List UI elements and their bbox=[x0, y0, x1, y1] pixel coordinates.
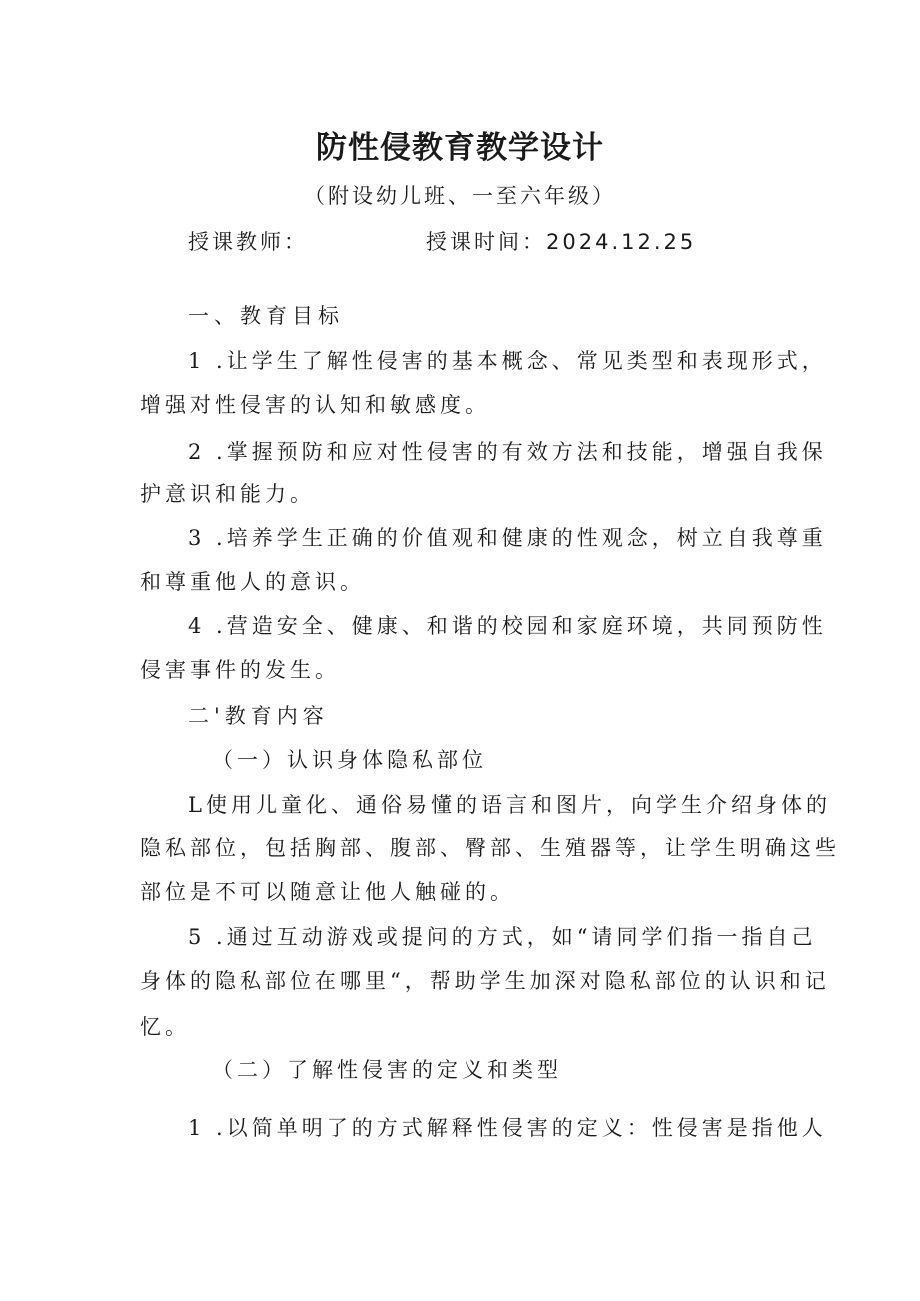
sub2-item-1-line-1: 1 .以简单明了的方式解释性侵害的定义：性侵害是指他人 bbox=[188, 1116, 827, 1140]
goal-1-line-2: 增强对性侵害的认知和敏感度。 bbox=[140, 393, 490, 417]
sub1-item-1-line-2: 隐私部位，包括胸部、腹部、臀部、生殖器等，让学生明确这些 bbox=[140, 836, 840, 860]
content-heading: 二'教育内容 bbox=[188, 704, 329, 728]
goal-1-line-1: 1 .让学生了解性侵害的基本概念、常见类型和表现形式， bbox=[188, 349, 827, 373]
sub1-item-1-line-1: L使用儿童化、通俗易懂的语言和图片，向学生介绍身体的 bbox=[188, 793, 831, 817]
sub1-item-2-line-3: 忆。 bbox=[140, 1015, 190, 1039]
sub1-item-2-line-2: 身体的隐私部位在哪里“，帮助学生加深对隐私部位的认识和记 bbox=[140, 969, 830, 993]
document-title: 防性侵教育教学设计 bbox=[316, 130, 604, 166]
sub1-item-1-line-3: 部位是不可以随意让他人触碰的。 bbox=[140, 880, 515, 904]
goal-4-line-1: 4 .营造安全、健康、和谐的校园和家庭环境，共同预防性 bbox=[188, 614, 827, 638]
teacher-info-line bbox=[188, 226, 697, 256]
goal-2-line-1: 2 .掌握预防和应对性侵害的有效方法和技能，增强自我保 bbox=[188, 440, 827, 464]
goal-3-line-2: 和尊重他人的意识。 bbox=[140, 570, 365, 594]
subsection-1-heading: （一）认识身体隐私部位 bbox=[212, 748, 487, 772]
teacher-label: 授课教师： bbox=[188, 230, 308, 254]
goal-3-line-1: 3 .培养学生正确的价值观和健康的性观念，树立自我尊重 bbox=[188, 526, 827, 550]
lesson-time: 授课时间：2024.12.25 bbox=[426, 230, 697, 254]
document-subtitle: （附设幼儿班、一至六年级） bbox=[304, 184, 616, 208]
goals-heading: 一、教育目标 bbox=[188, 304, 344, 328]
sub1-item-2-line-1: 5 .通过互动游戏或提问的方式，如“请同学们指一指自己 bbox=[188, 925, 817, 949]
goal-4-line-2: 侵害事件的发生。 bbox=[140, 658, 340, 682]
goal-2-line-2: 护意识和能力。 bbox=[140, 482, 315, 506]
subsection-2-heading: （二）了解性侵害的定义和类型 bbox=[212, 1058, 562, 1082]
